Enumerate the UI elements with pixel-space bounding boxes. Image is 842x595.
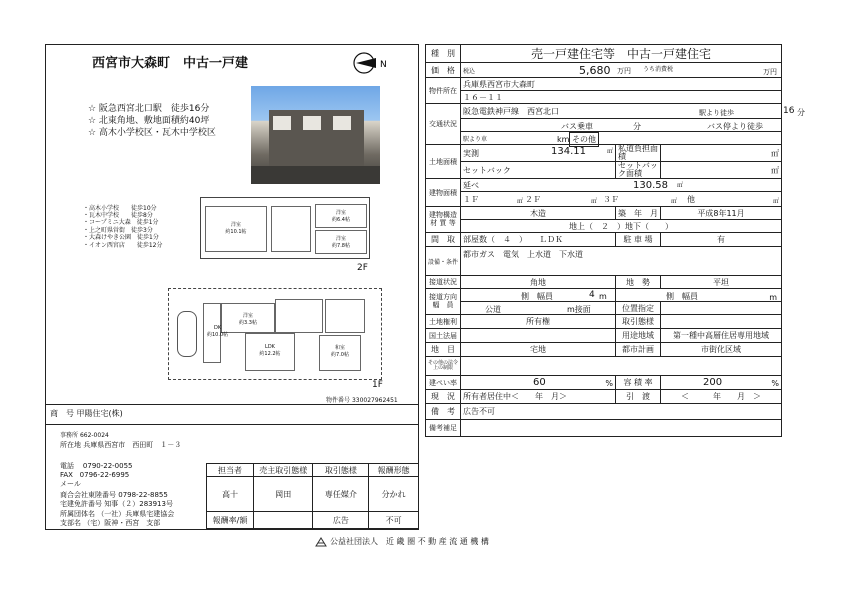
coverage-unit: % (605, 379, 614, 388)
structure-value: 木造 (461, 207, 616, 220)
other-floor-unit: ㎡ (772, 198, 779, 205)
road-width-1: 4 (589, 290, 595, 300)
position-label: 位置指定 (616, 302, 661, 315)
company-divider (45, 404, 419, 405)
category-label: 種 別 (426, 45, 461, 63)
nearby-3: ・コープミニ大森 徒歩1分 (83, 219, 159, 226)
road-status-value: 角地 (461, 276, 616, 289)
north-arrow-icon (352, 50, 392, 76)
private-road-value: ㎡ (661, 145, 782, 162)
layout-value: 部屋数（ ４ ） ＬＤＫ (461, 233, 616, 247)
setback-label: セットバック (461, 162, 616, 179)
structure-label: 建物構造 材 質 等 (426, 207, 461, 233)
coverage-cell (461, 376, 616, 390)
built-value: 平成8年11月 (661, 207, 782, 220)
land-area-unit: ㎡ (607, 148, 614, 155)
road-contact: m接面 (567, 305, 591, 314)
station-name: 阪急電鉄神戸線 西宮北口 (463, 106, 560, 116)
handover-label: 引 渡 (616, 390, 661, 404)
total-area-value: 130.58 (633, 180, 669, 191)
bus-minute: 分 (633, 122, 642, 131)
private-road-label: 私道負担面積 (616, 145, 661, 162)
land-law-label: 国土法届 (426, 329, 461, 343)
staff-table (206, 463, 419, 529)
km-unit: km (557, 135, 570, 144)
land-area-value: 134.11 (551, 146, 587, 157)
floor-2f-label: ２Ｆ (525, 195, 542, 204)
nearby-6: ・イオン西宮店 徒歩12分 (83, 242, 163, 249)
room-2f-1: 洋室 約10.1帖 (205, 206, 267, 252)
built-label: 築 年 月 (616, 207, 661, 220)
company-license: 宅建免許番号 知事（２）283913号 (60, 500, 173, 508)
setback-area-label: セットバック面積 (616, 162, 661, 179)
floor-area-cell (461, 192, 782, 207)
highlight-3: ☆ 高木小学校区・瓦木中学校区 (88, 128, 216, 138)
station-walk-value: 16 (783, 106, 795, 116)
highlight-1: ☆ 阪急西宮北口駅 徒歩16分 (88, 104, 210, 114)
total-label: 延べ (463, 180, 480, 190)
company-assoc: 商合会社東陸番号 0798-22-8855 (60, 491, 168, 499)
city-plan-value: 市街化区域 (661, 343, 782, 357)
company-divider-2 (45, 424, 419, 425)
staff-h3: 取引態様 (313, 464, 369, 477)
room-2f-3: 洋室 約7.8帖 (315, 230, 367, 254)
land-cat-value: 宅地 (461, 343, 616, 357)
staff-h2: 売主取引態様 (254, 464, 313, 477)
price-sub: 税込 (463, 67, 476, 75)
road-public-cell (461, 302, 616, 315)
staff-h1: 担当者 (207, 464, 254, 477)
nearby-2: ・瓦木中学校 徒歩8分 (83, 212, 153, 219)
station-cell (461, 104, 806, 119)
property-sheet (425, 44, 806, 437)
staff-v2: 岡田 (254, 477, 313, 512)
car-label: 駅より車 (463, 135, 488, 143)
city-plan-label: 都市計画 (616, 343, 661, 357)
other-label: その他 (569, 132, 599, 147)
room-1f-3: LDK 約12.2帖 (245, 333, 295, 371)
far-value: 200 (703, 377, 723, 388)
floor-2f-unit: ㎡ (591, 198, 598, 205)
svg-text:N: N (380, 60, 387, 70)
setback-area-value: ㎡ (661, 162, 782, 179)
company-address: 所在地 兵庫県西宮市 西田町 １－３ (60, 441, 182, 449)
total-area-unit: ㎡ (677, 182, 684, 189)
far-label: 容 積 率 (616, 376, 661, 390)
floor-1f-label: １Ｆ (463, 194, 480, 204)
room-2f-stairs (271, 206, 311, 252)
nearby-4: ・上之町県営街 徒歩3分 (83, 227, 153, 234)
footer-org: 公益社団法人 近 畿 圏 不 動 産 流 通 機 構 (330, 537, 489, 546)
company-tel: 電話 0790-22-0055 (60, 462, 133, 470)
tax-unit: 万円 (763, 68, 777, 76)
total-area-cell (461, 179, 782, 192)
floor-plan-2f (200, 197, 370, 259)
traffic-label: 交通状況 (426, 104, 461, 145)
room-1f-1: 洋室 約3.3帖 (221, 303, 275, 333)
fee-label: 報酬率/額 (207, 512, 254, 529)
far-unit: % (771, 379, 779, 388)
coverage-value: 60 (533, 377, 546, 388)
status-value: 所有者居住中＜ 年 月＞ (461, 390, 616, 404)
floor-1f-unit: ㎡ (517, 198, 524, 205)
listing-title: 西宮市大森町 中古一戸建 (92, 56, 249, 71)
address-1: 兵庫県西宮市大森町 (461, 78, 782, 91)
road-dir-1-text: 側 幅員 (521, 292, 554, 301)
ad-value: 不可 (369, 512, 419, 529)
tax-label: うち消費税 (643, 66, 674, 73)
land-area-label: 土地面積 (426, 145, 461, 179)
land-rights-label: 土地権利 (426, 315, 461, 329)
room-2f-2: 洋室 約6.4帖 (315, 204, 367, 228)
fee-value (254, 512, 313, 529)
floor-3f-unit: ㎡ (671, 198, 678, 205)
company-fax: FAX 0796-22-6995 (60, 471, 130, 479)
land-cat-label: 地 目 (426, 343, 461, 357)
staff-v1: 高十 (207, 477, 254, 512)
address-2: １６－１１ (461, 91, 782, 104)
layout-label: 間 取 (426, 233, 461, 247)
station-walk-label: 駅より徒歩 (699, 109, 735, 117)
far-cell (661, 376, 782, 390)
floor-label-1f: 1F (372, 380, 383, 390)
floor-plan-1f: 洋室 約3.3帖 LDK 約12.2帖 和室 約7.0帖 DK 約10.0帖 (168, 288, 382, 380)
category-value: 売一戸建住宅等 中古一戸建住宅 (461, 45, 782, 63)
road-status-label: 接道状況 (426, 276, 461, 289)
remarks-label: 備 考 (426, 404, 461, 420)
room-1f-4 (275, 299, 323, 333)
road-dir-label: 接道方向 幅 員 (426, 289, 461, 315)
highlight-2: ☆ 北東角地、敷地面積約40坪 (88, 116, 210, 126)
road-width-2-unit: m (769, 293, 777, 302)
handover-value: ＜ 年 月 ＞ (661, 390, 782, 404)
floor-label-2f: 2F (357, 263, 368, 273)
reins-logo-icon (315, 537, 327, 547)
staff-v4: 分かれ (369, 477, 419, 512)
price-value: 5,680 (579, 64, 611, 77)
utilities-value: 都市ガス 電気 上水道 下水道 (461, 247, 782, 276)
car-icon (177, 311, 197, 357)
staff-h4: 報酬形態 (369, 464, 419, 477)
notes-label: 備考補足 (426, 420, 461, 437)
land-rights-value: 所有権 (461, 315, 616, 329)
zoning-label: 用途地域 (616, 329, 661, 343)
status-label: 現 況 (426, 390, 461, 404)
terrain-label: 地 勢 (616, 276, 661, 289)
building-area-label: 建物面積 (426, 179, 461, 207)
room-1f-6 (325, 299, 365, 333)
floor-3f-label: ３Ｆ (603, 195, 620, 204)
room-1f-5: 和室 約7.0帖 (319, 335, 361, 371)
utilities-label: 設備・条件 (426, 247, 461, 276)
company-branch: 支部名 （宅）阪神・西宮 支部 (60, 519, 161, 527)
parking-value: 有 (661, 233, 782, 247)
other-floor-label: 他 (687, 195, 696, 204)
price-label: 価 格 (426, 63, 461, 78)
coverage-label: 建ぺい率 (426, 376, 461, 390)
property-number: 物件番号 330027962451 (326, 397, 398, 404)
property-photo (251, 86, 380, 184)
land-measure: 実測 (463, 148, 480, 158)
road-width-1-unit: m (599, 292, 607, 301)
company-mail: メール (60, 480, 81, 488)
price-unit: 万円 (617, 67, 632, 75)
road-public: 公道 (485, 305, 502, 314)
road-dir-2-text: 側 幅員 (666, 292, 699, 301)
station-walk-unit: 分 (797, 108, 806, 117)
nearby-1: ・高木小学校 徒歩10分 (83, 205, 157, 212)
road-dir-1 (461, 289, 616, 302)
bus-walk-label: バス停より徒歩 (707, 122, 764, 131)
price-cell (461, 63, 782, 78)
location-label: 物件所在 (426, 78, 461, 104)
trade-name: 商 号 甲陽住宅(株) (50, 409, 123, 418)
staff-v3: 専任媒介 (313, 477, 369, 512)
zoning-value: 第一種中高層住居専用地域 (661, 329, 782, 343)
other-limits-label: その他の法令上の制限 (426, 357, 461, 376)
car-cell (461, 132, 782, 145)
nearby-5: ・大森けやき公園 徒歩1分 (83, 234, 159, 241)
road-dir-2 (616, 289, 782, 302)
transaction-label: 取引態様 (616, 315, 661, 329)
office-zip: 事務所 662-0024 (60, 432, 109, 439)
bus-label: バス乗車 (561, 122, 594, 131)
bus-cell (461, 119, 782, 132)
parking-label: 駐 車 場 (616, 233, 661, 247)
stories-value: 地上（ ２ ）地下（ ） (461, 220, 782, 233)
ad-label: 広告 (313, 512, 369, 529)
company-org: 所属団体名 （一社）兵庫県宅建協会 (60, 510, 175, 518)
terrain-value: 平坦 (661, 276, 782, 289)
remarks-value: 広告不可 (461, 404, 782, 420)
land-area-cell (461, 145, 616, 162)
